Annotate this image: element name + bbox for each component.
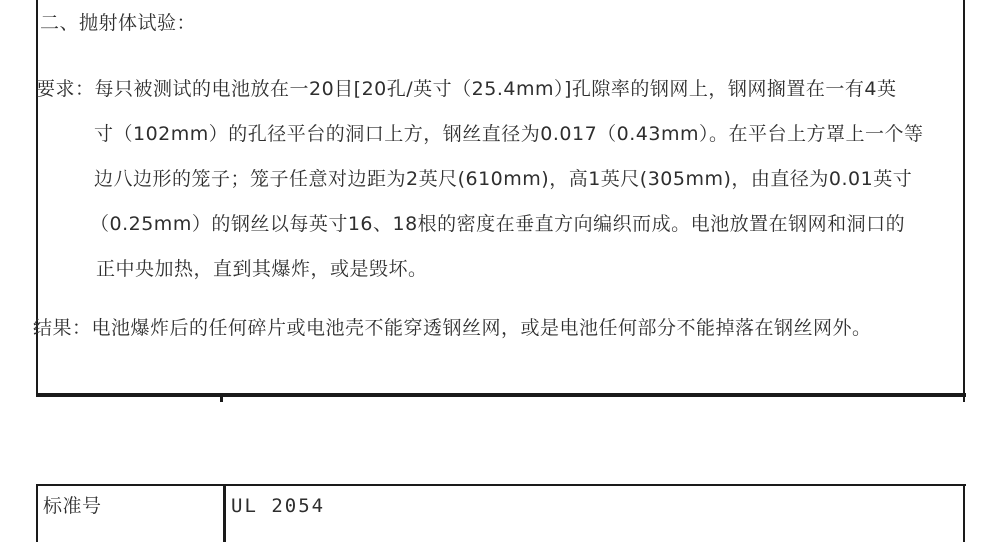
section-title: 二、抛射体试验： (40, 12, 197, 34)
standard-table-top-border (36, 484, 966, 486)
requirement-line-2: 寸（102mm）的孔径平台的洞口上方，钢丝直径为0.017（0.43mm）。在平台上方罩上一个等 (94, 123, 924, 145)
requirement-line-4: （0.25mm）的钢丝以每英寸16、18根的密度在垂直方向编织而成。电池放置在钢网和洞口的 (90, 213, 906, 235)
upper-table-right-border (963, 0, 965, 402)
requirement-line-5: 正中央加热，直到其爆炸，或是毁坏。 (96, 258, 428, 280)
standard-table-column-divider (223, 484, 226, 542)
upper-table-bottom-border (36, 393, 966, 397)
result-line: 结果：电池爆炸后的任何碎片或电池壳不能穿透钢丝网，或是电池任何部分不能掉落在钢丝网外。 (33, 317, 872, 339)
standard-table-left-border (36, 484, 38, 542)
standard-number-value-cell: UL 2054 (231, 495, 326, 517)
upper-table-column-divider-tick (220, 397, 223, 402)
standard-number-label-cell: 标准号 (43, 495, 102, 517)
requirement-line-3: 边八边形的笼子；笼子任意对边距为2英尺(610mm)，高1英尺(305mm)，由直径为0.01英寸 (94, 168, 913, 190)
standard-table-right-border (963, 484, 965, 542)
requirement-line-1: 要求：每只被测试的电池放在一20目[20孔/英寸（25.4mm）]孔隙率的钢网上，钢网搁置在一有4英 (36, 78, 897, 100)
